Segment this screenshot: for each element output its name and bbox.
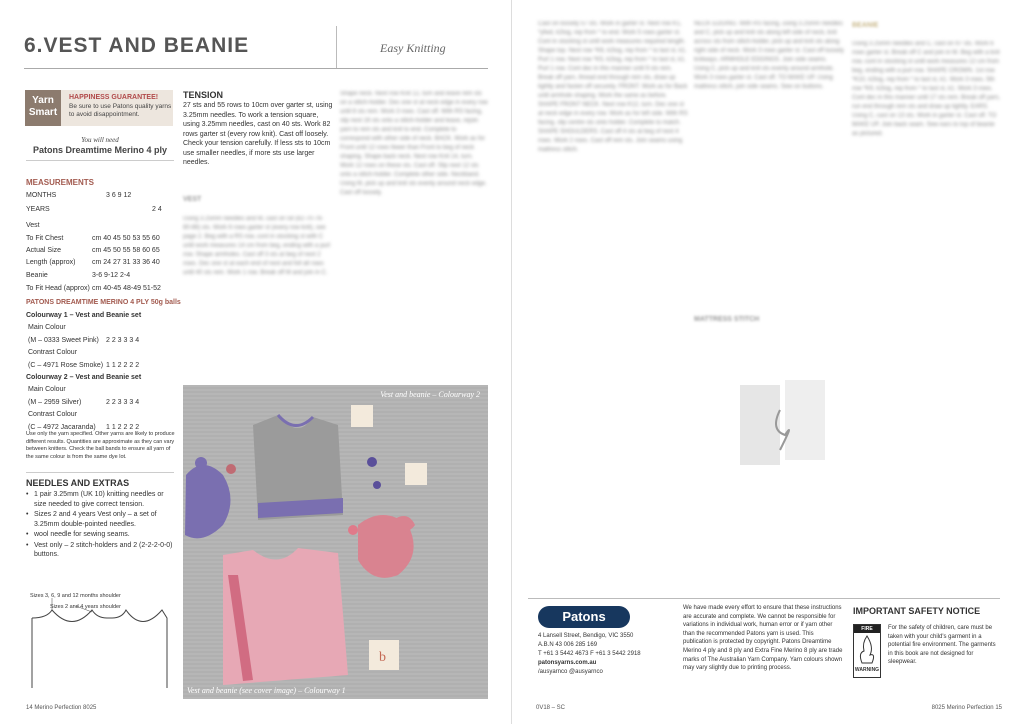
blurred-text-column: Using 3.25mm needles and C, cast on 97 sts. Work 6 rows garter st. Break off C and join in M. Beg with a knit row, cont in stocking st until work measures 12 cm from beg, ending with a purl row. SHAPE CROWN. 1st row *K10, k2tog, rep from * to last st, k1. Work 3 rows. 5th row *K9, k2tog, rep from * to last st, k1. Work 3 rows. Cont dec in this manner until 17 sts rem. Break off yarn, run end through rem sts and draw up tightly. EARS. Using C, cast on 13 sts. Work in garter st. Cast off. TO MAKE UP. Join back seam. Sew ears to top of beanie as pictured. — [852, 41, 1000, 137]
measurement-label: YEARS — [26, 206, 50, 213]
diagram-label-2: Sizes 2 and 4 years shoulder — [50, 604, 121, 610]
blurred-heading: BEANIE — [852, 22, 879, 29]
needles-item — [26, 510, 176, 529]
colourway-ball-counts: 2 2 3 3 3 4 — [106, 398, 140, 406]
balls-heading: PATONS DREAMTIME MERINO 4 PLY 50g balls — [26, 299, 181, 306]
abn-line: A.B.N 43 006 285 169 — [538, 642, 598, 648]
measurement-label: To Fit Chest — [26, 235, 64, 242]
colourway-label: Colourway 1 – Vest and Beanie set — [26, 312, 142, 319]
tension-body: 27 sts and 55 rows to 10cm over garter st, using 3.25mm needles. To work a tension square, using 3.25mm needles, cast on 40 sts. Work 82 rows garter st (every row knit). Cast off loosely. Check your tension carefully. If less sts to 10cm use smaller needles, if more sts use larger needles. — [183, 102, 333, 166]
fire-warning-icon — [853, 624, 881, 678]
svg-text:b: b — [379, 650, 386, 665]
blurred-text-column: Using 3.25mm needles and M, cast on 58 (62-70-76-80-86) sts. Work 6 rows garter st (every row knit), see page 2. Beg with a RS row, cont in stocking st with C until work measures 14 cm from beg, ending with a purl row. Shape armholes. Cast off 3 sts at beg of next 2 rows. Dec one st at each end of next and foll alt rows until 40 sts rem. Work 1 row. Break off M and join in C. — [183, 216, 331, 276]
caption-colourway-1: Vest and beanie (see cover image) – Colourway 1 — [187, 686, 346, 695]
measurement-label: Vest — [26, 222, 40, 229]
colourway-label: Main Colour — [28, 324, 66, 332]
bullet-icon: • — [26, 541, 29, 549]
colourway-label: Contrast Colour — [28, 411, 78, 419]
measurement-values: 3 6 9 12 — [106, 192, 132, 199]
blurred-heading: MATTRESS STITCH — [694, 316, 760, 323]
address-block — [538, 632, 641, 677]
measurement-label: Length (approx) — [26, 259, 76, 266]
patons-logo: Patons — [538, 606, 630, 628]
separator — [26, 160, 174, 161]
title-rule — [24, 68, 488, 69]
colourway-ball-counts: 1 1 2 2 2 2 — [106, 423, 140, 431]
needles-item-text: Sizes 2 and 4 years Vest only – a set of 3.25mm double-pointed needles. — [34, 511, 157, 528]
yarn-smart-badge: Yarn Smart — [25, 90, 61, 126]
blurred-text-column: NECK EDGING. With RS facing, using 3.25mm needles and C, pick up and knit sts along left side of neck, knit across sts from stitch-holder, pick up and knit sts along right side of neck. Work 3 rows garter st. Cast off loosely knitways. ARMHOLE EDGINGS. Join side seams. Using C, pick up and knit sts evenly around armhole. Work 3 rows garter st. Cast off. TO MAKE UP. Using mattress stitch, join side seams. Sew on buttons. — [694, 21, 844, 90]
needles-item — [26, 530, 176, 540]
guarantee-body: Be sure to use Patons quality yarns to avoid disappointment. — [69, 103, 172, 118]
vest-beanie-photo — [183, 385, 488, 699]
social-handles[interactable]: /ausyarnco @ausyarnco — [538, 669, 603, 675]
needles-item — [26, 490, 176, 509]
measurement-values: cm 40 45 50 53 55 60 — [92, 235, 160, 242]
caption-colourway-2: Vest and beanie – Colourway 2 — [380, 390, 480, 399]
measurement-values: cm 45 50 55 58 60 65 — [92, 247, 160, 254]
colourway-label: Contrast Colour — [28, 349, 78, 357]
website-link[interactable]: patonsyarns.com.au — [538, 660, 597, 666]
measurement-values: 2 4 — [152, 206, 162, 213]
needles-item-text: 1 pair 3.25mm (UK 10) knitting needles or size needed to give correct tension. — [34, 491, 164, 508]
measurement-label: MONTHS — [26, 192, 57, 199]
knitwear-illustration — [183, 385, 488, 699]
footer-code: 0V18 – SC — [536, 705, 566, 711]
yarn-note: Use only the yarn specified. Other yarns are likely to produce different results. Quantities are approximate as they can vary between knitters. Check the ball bands to ensure all yarn of the same colour is from the same dye lot. — [26, 431, 175, 460]
legal-disclaimer: We have made every effort to ensure that these instructions are accurate and complete. We cannot be responsible for variations in individual work, human error or if yarn other than the recommended Patons yarn is used. This publication is protected by copyright. Patons Dreamtime Merino 4 ply and 8 ply and Extra Fine Merino 8 ply are trade marks of The Australian Yarn Company. Yarn colours shown may vary slightly due to printing process. — [683, 605, 843, 672]
yarn-name: Patons Dreamtime Merino 4 ply — [32, 145, 168, 155]
bullet-icon: • — [26, 491, 29, 498]
colourway-label: (M – 0333 Sweet Pink) — [28, 336, 99, 344]
separator — [26, 472, 174, 473]
diagram-label-1: Sizes 3, 6, 9 and 12 months shoulder — [30, 593, 121, 599]
footer-rule — [528, 598, 1000, 599]
page-number-left: 14 Merino Perfection 8025 — [26, 705, 97, 711]
colourway-label: (C – 4972 Jacaranda) — [28, 423, 96, 431]
measurement-values: 3-6 9-12 2-4 — [92, 272, 131, 279]
right-page — [512, 0, 1024, 724]
measurement-label: To Fit Head (approx) — [26, 285, 90, 292]
flame-icon — [854, 633, 880, 665]
safety-heading: IMPORTANT SAFETY NOTICE — [853, 606, 981, 616]
page-subtitle: Easy Knitting — [380, 41, 446, 55]
needles-item-text: wool needle for sewing seams. — [34, 531, 130, 538]
measurements-heading: MEASUREMENTS — [26, 178, 95, 187]
page-title: 6.VEST AND BEANIE — [24, 34, 250, 57]
you-will-need-label: You will need — [81, 136, 119, 144]
needles-list — [26, 490, 176, 561]
bullet-icon: • — [26, 531, 29, 538]
needles-item-text: Vest only – 2 stitch-holders and 2 (2-2-2-0-0) buttons. — [34, 541, 173, 558]
fire-label: FIRE — [854, 625, 880, 633]
blurred-text-column: Cast on loosely 57 sts. Work in garter st. Next row K1, *yfwd, k2tog, rep from * to end. Work 5 rows garter st. Cont in stocking st until work measures required length. Shape top. Next row *K6, k2tog, rep from * to last st, k1. Purl 1 row. Next row *K5, k2tog, rep from * to last st, k1. Purl 1 row. Cont dec in this manner until 9 sts rem. Break off yarn, thread end through rem sts, draw up tightly and fasten off securely. FRONT. Work as for Back until armhole shaping. Work the same as before. SHAPE FRONT NECK. Next row K12, turn. Dec one st at neck edge in every row. Work as for left side. With RS facing, slip centre sts onto holder. Complete to match. SHAPE SHOULDERS. Cast off 4 sts at beg of next 4 rows. Work 2 rows. Cast off rem sts. Join seams using mattress stitch. — [538, 21, 688, 153]
address-line: 4 Lansell Street, Bendigo, VIC 3550 — [538, 633, 634, 639]
colourway-ball-counts: 1 1 2 2 2 2 — [106, 361, 140, 369]
colourway-ball-counts: 2 2 3 3 3 4 — [106, 336, 140, 344]
page-number-right: 8025 Merino Perfection 15 — [931, 705, 1002, 711]
guarantee-heading: HAPPINESS GUARANTEE! — [69, 94, 159, 101]
phone-line: T +61 3 5442 4673 F +61 3 5442 2918 — [538, 651, 641, 657]
colourway-label: Main Colour — [28, 386, 66, 394]
shoulder-diagram — [22, 598, 172, 693]
needles-item — [26, 541, 176, 560]
colourway-label: (C – 4971 Rose Smoke) — [28, 361, 104, 369]
colourway-label: (M – 2959 Silver) — [28, 398, 82, 406]
measurement-label: Beanie — [26, 272, 48, 279]
measurement-values: cm 40-45 48-49 51-52 — [92, 285, 161, 292]
bullet-icon: • — [26, 511, 29, 518]
measurement-values: cm 24 27 31 33 36 40 — [92, 259, 160, 266]
blurred-text-column: Shape neck. Next row Knit 12, turn and leave rem sts on a stitch-holder. Dec one st at neck edge in every row until 8 sts rem. Work 3 rows. Cast off. With RS facing, slip next 16 sts onto a stitch-holder and leave, rejoin yarn to rem sts and knit to end. Complete to correspond with other side of neck. BACK. Work as for Front until 12 rows fewer than Front to beg of neck shaping. Shape back neck. Next row Knit 14, turn. Work 12 rows on these sts. Cast off. Slip next 12 sts onto a stitch-holder. Complete other side. Neckband. Using M, pick up and knit sts evenly around neck edge. Cast off loosely. — [340, 91, 488, 196]
blurred-heading: VEST — [183, 196, 202, 203]
safety-body: For the safety of children, care must be taken with your child's garment in a potential fire environment. The garments in this book are not designed for sleepwear. — [888, 625, 996, 666]
title-divider — [336, 26, 337, 68]
colourway-label: Colourway 2 – Vest and Beanie set — [26, 374, 142, 381]
measurement-label: Actual Size — [26, 247, 62, 254]
tension-heading: TENSION — [183, 90, 224, 100]
warning-label: WARNING — [854, 667, 880, 673]
needles-heading: NEEDLES AND EXTRAS — [26, 478, 130, 488]
mattress-stitch-diagram — [740, 380, 825, 470]
